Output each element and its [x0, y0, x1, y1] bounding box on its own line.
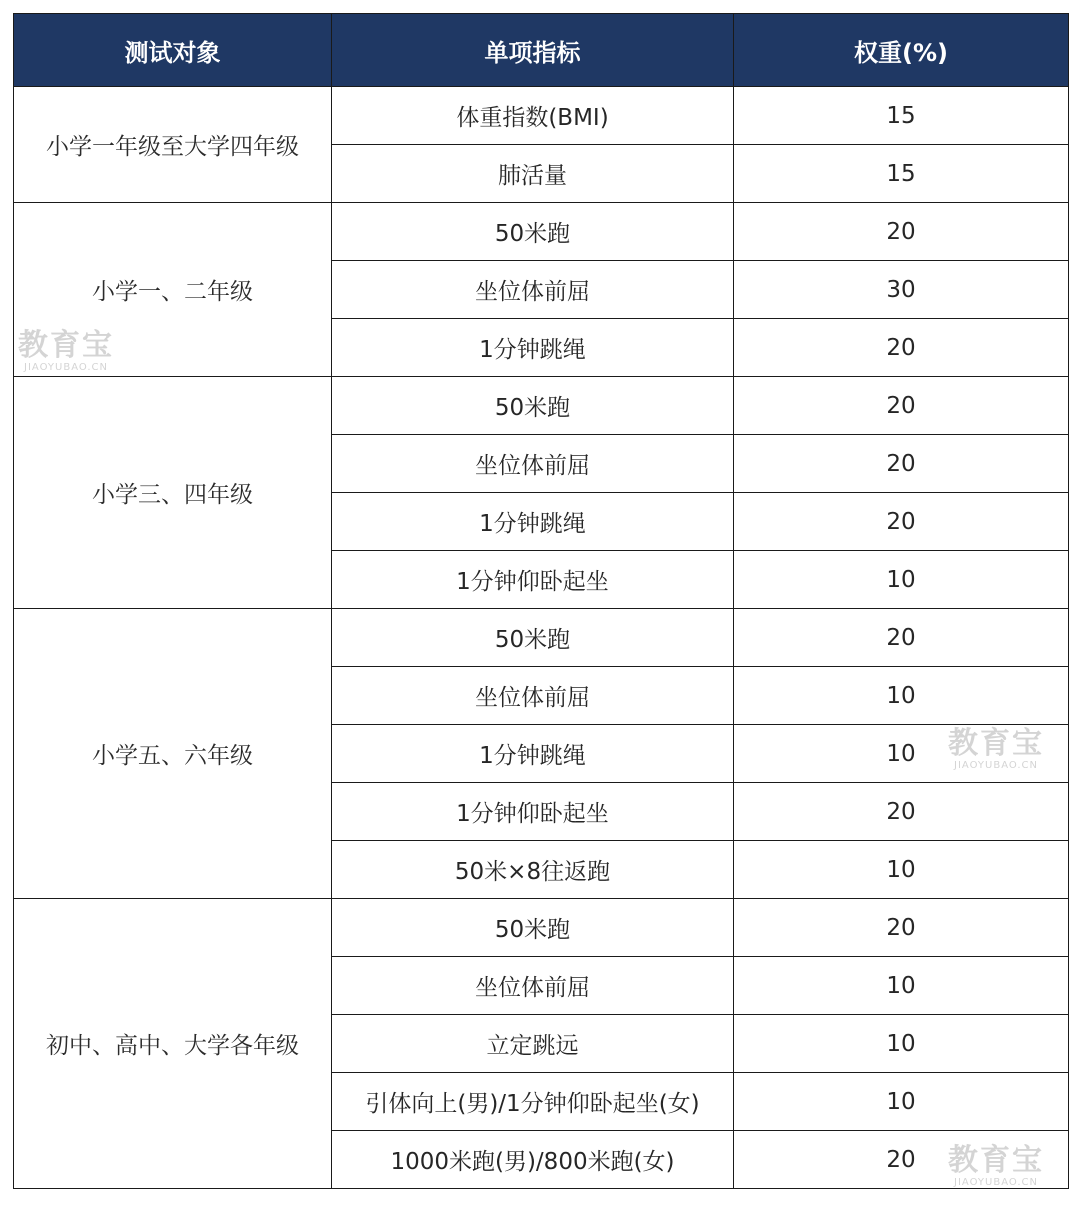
weight-cell: 20 [734, 493, 1069, 551]
header-test-subject: 测试对象 [14, 14, 332, 87]
test-subject-cell: 初中、高中、大学各年级 [14, 899, 332, 1189]
weight-cell: 15 [734, 87, 1069, 145]
table-row [14, 609, 1069, 667]
header-weight: 权重(%) [734, 14, 1069, 87]
item-cell: 1000米跑(男)/800米跑(女) [332, 1131, 734, 1189]
weight-cell: 20 [734, 203, 1069, 261]
test-subject-cell: 小学一年级至大学四年级 [14, 87, 332, 203]
weight-cell: 15 [734, 145, 1069, 203]
watermark-logo-text: 教育宝 [948, 726, 1044, 761]
test-subject-cell: 小学一、二年级 [14, 203, 332, 377]
watermark-domain: JIAOYUBAO.CN [954, 760, 1038, 771]
table-body [14, 87, 1069, 1189]
weight-cell: 20 [734, 899, 1069, 957]
weight-cell: 10 [734, 667, 1069, 725]
item-cell: 坐位体前屈 [332, 957, 734, 1015]
weight-cell: 30 [734, 261, 1069, 319]
item-cell: 坐位体前屈 [332, 435, 734, 493]
weight-cell: 20 [734, 1131, 1069, 1189]
item-cell: 50米跑 [332, 609, 734, 667]
item-cell: 50米×8往返跑 [332, 841, 734, 899]
watermark-domain: JIAOYUBAO.CN [954, 1177, 1038, 1188]
table-row [14, 87, 1069, 145]
item-cell: 1分钟跳绳 [332, 725, 734, 783]
item-cell: 1分钟仰卧起坐 [332, 551, 734, 609]
weight-cell: 20 [734, 435, 1069, 493]
table-header [14, 14, 1069, 87]
item-cell: 50米跑 [332, 377, 734, 435]
weight-cell: 10 [734, 1015, 1069, 1073]
weight-cell: 20 [734, 783, 1069, 841]
item-cell: 1分钟跳绳 [332, 319, 734, 377]
item-cell: 1分钟跳绳 [332, 493, 734, 551]
header-row [14, 14, 1069, 87]
weight-cell: 10 [734, 841, 1069, 899]
weight-cell: 10 [734, 957, 1069, 1015]
test-subject-cell: 小学五、六年级 [14, 609, 332, 899]
weight-cell: 10 [734, 551, 1069, 609]
item-cell: 50米跑 [332, 899, 734, 957]
weight-cell: 20 [734, 609, 1069, 667]
table-row [14, 899, 1069, 957]
weight-cell: 10 [734, 1073, 1069, 1131]
test-subject-cell: 小学三、四年级 [14, 377, 332, 609]
watermark-logo-text: 教育宝 [948, 1143, 1044, 1178]
item-cell: 引体向上(男)/1分钟仰卧起坐(女) [332, 1073, 734, 1131]
item-cell: 体重指数(BMI) [332, 87, 734, 145]
weight-cell: 10 [734, 725, 1069, 783]
item-cell: 1分钟仰卧起坐 [332, 783, 734, 841]
weight-cell: 20 [734, 377, 1069, 435]
table-row [14, 203, 1069, 261]
item-cell: 肺活量 [332, 145, 734, 203]
weight-cell: 20 [734, 319, 1069, 377]
table-row [14, 377, 1069, 435]
item-cell: 立定跳远 [332, 1015, 734, 1073]
weight-table [13, 13, 1069, 1189]
item-cell: 坐位体前屈 [332, 261, 734, 319]
watermark-logo-text: 教育宝 [18, 328, 114, 363]
watermark-domain: JIAOYUBAO.CN [24, 362, 108, 373]
item-cell: 50米跑 [332, 203, 734, 261]
header-item: 单项指标 [332, 14, 734, 87]
item-cell: 坐位体前屈 [332, 667, 734, 725]
